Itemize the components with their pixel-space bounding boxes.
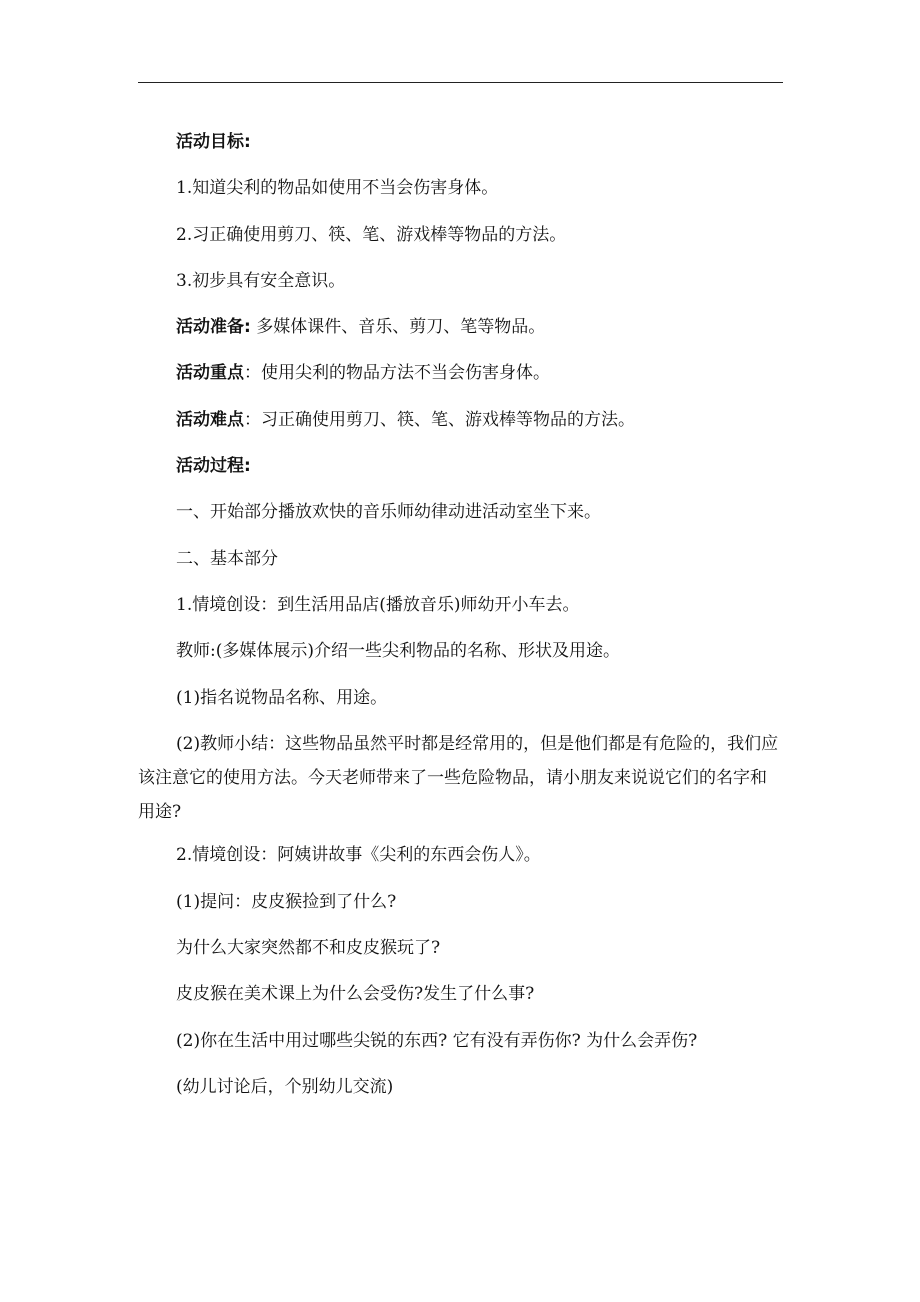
section-basic: 二、基本部分 [176,548,278,569]
teacher-intro: 教师:(多媒体展示)介绍一些尖利物品的名称、形状及用途。 [176,641,620,662]
step-2-question-1b: 为什么大家突然都不和皮皮猴玩了? [176,937,441,958]
difficulty-label: 活动难点 [176,409,244,430]
prep-text: 多媒体课件、音乐、剪刀、笔等物品。 [250,317,546,338]
goal-item-1: 1.知道尖利的物品如使用不当会伤害身体。 [176,178,499,199]
key-text: ：使用尖利的物品方法不当会伤害身体。 [244,363,550,384]
step-1-question-2: (2)教师小结：这些物品虽然平时都是经常用的，但是他们都是有危险的，我们应该注意它的使用方法。今天老师带来了一些危险物品，请小朋友来说说它们的名字和用途? [138,733,779,822]
prep-line [138,313,783,341]
section-opening: 一、开始部分播放欢快的音乐师幼律动进活动室坐下来。 [176,502,601,523]
step-1-question-1: (1)指名说物品名称、用途。 [176,687,388,708]
document-body [138,128,783,1119]
goal-item-2: 2.习正确使用剪刀、筷、笔、游戏棒等物品的方法。 [176,224,567,245]
header-rule [138,82,783,83]
step-2-question-2: (2)你在生活中用过哪些尖锐的东西? 它有没有弄伤你? 为什么会弄伤? [176,1030,698,1051]
step-2-question-1c: 皮皮猴在美术课上为什么会受伤?发生了什么事? [176,984,535,1005]
step-1: 1.情境创设：到生活用品店(播放音乐)师幼开小车去。 [176,594,580,615]
prep-label: 活动准备: [176,317,251,338]
difficulty-line [138,406,783,434]
step-2-note: (幼儿讨论后，个别幼儿交流) [176,1076,394,1097]
goal-heading: 活动目标: [176,132,251,152]
goal-item-3: 3.初步具有安全意识。 [176,270,346,291]
key-line [138,359,783,387]
difficulty-text: ：习正确使用剪刀、筷、笔、游戏棒等物品的方法。 [244,409,635,430]
process-heading: 活动过程: [176,456,251,477]
step-2: 2.情境创设：阿姨讲故事《尖利的东西会伤人》。 [176,845,541,866]
step-2-question-1: (1)提问：皮皮猴捡到了什么? [176,891,397,912]
key-label: 活动重点 [176,363,244,384]
